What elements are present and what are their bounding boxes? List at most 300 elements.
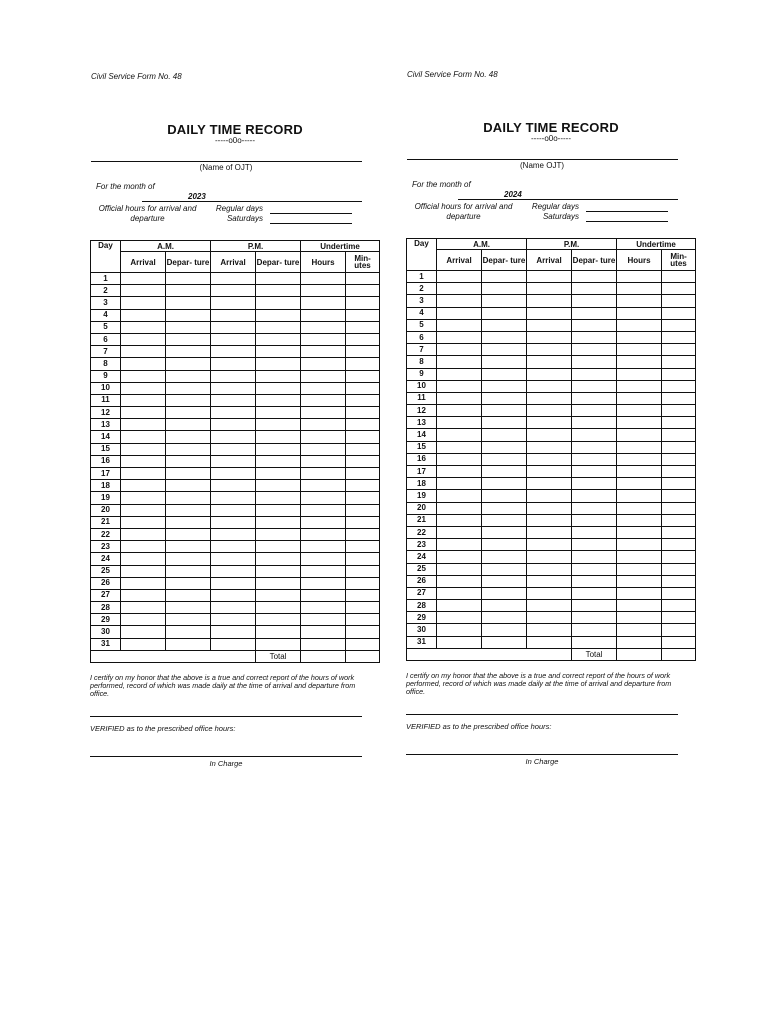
pm-departure-cell[interactable] bbox=[572, 539, 617, 551]
undertime-minutes-cell[interactable] bbox=[346, 528, 380, 540]
am-arrival-cell[interactable] bbox=[437, 490, 482, 502]
undertime-hours-cell[interactable] bbox=[301, 285, 346, 297]
am-departure-cell[interactable] bbox=[482, 295, 527, 307]
undertime-hours-cell[interactable] bbox=[301, 541, 346, 553]
am-arrival-cell[interactable] bbox=[437, 429, 482, 441]
pm-departure-cell[interactable] bbox=[572, 478, 617, 490]
am-arrival-cell[interactable] bbox=[437, 356, 482, 368]
am-arrival-cell[interactable] bbox=[437, 526, 482, 538]
undertime-hours-cell[interactable] bbox=[301, 358, 346, 370]
am-arrival-cell[interactable] bbox=[437, 307, 482, 319]
undertime-hours-cell[interactable] bbox=[301, 577, 346, 589]
am-departure-cell[interactable] bbox=[166, 370, 211, 382]
undertime-minutes-cell[interactable] bbox=[346, 297, 380, 309]
pm-departure-cell[interactable] bbox=[256, 577, 301, 589]
am-departure-cell[interactable] bbox=[482, 539, 527, 551]
pm-departure-cell[interactable] bbox=[572, 502, 617, 514]
pm-departure-cell[interactable] bbox=[572, 624, 617, 636]
undertime-minutes-cell[interactable] bbox=[346, 443, 380, 455]
am-arrival-cell[interactable] bbox=[121, 480, 166, 492]
undertime-hours-cell[interactable] bbox=[617, 380, 662, 392]
month-field[interactable] bbox=[142, 191, 362, 202]
undertime-minutes-cell[interactable] bbox=[346, 468, 380, 480]
undertime-hours-cell[interactable] bbox=[617, 307, 662, 319]
pm-departure-cell[interactable] bbox=[256, 346, 301, 358]
undertime-minutes-cell[interactable] bbox=[346, 565, 380, 577]
undertime-minutes-cell[interactable] bbox=[662, 502, 696, 514]
am-departure-cell[interactable] bbox=[166, 297, 211, 309]
pm-departure-cell[interactable] bbox=[572, 417, 617, 429]
pm-departure-cell[interactable] bbox=[572, 526, 617, 538]
regular-days-field[interactable] bbox=[586, 203, 668, 212]
undertime-minutes-cell[interactable] bbox=[346, 602, 380, 614]
am-departure-cell[interactable] bbox=[166, 516, 211, 528]
am-departure-cell[interactable] bbox=[166, 468, 211, 480]
pm-arrival-cell[interactable] bbox=[211, 333, 256, 345]
pm-arrival-cell[interactable] bbox=[211, 516, 256, 528]
am-arrival-cell[interactable] bbox=[121, 455, 166, 467]
pm-arrival-cell[interactable] bbox=[527, 417, 572, 429]
undertime-minutes-cell[interactable] bbox=[346, 577, 380, 589]
am-arrival-cell[interactable] bbox=[121, 492, 166, 504]
pm-arrival-cell[interactable] bbox=[527, 490, 572, 502]
undertime-hours-cell[interactable] bbox=[617, 271, 662, 283]
am-arrival-cell[interactable] bbox=[121, 382, 166, 394]
am-arrival-cell[interactable] bbox=[121, 577, 166, 589]
am-departure-cell[interactable] bbox=[166, 394, 211, 406]
pm-departure-cell[interactable] bbox=[572, 612, 617, 624]
am-departure-cell[interactable] bbox=[482, 526, 527, 538]
pm-arrival-cell[interactable] bbox=[527, 502, 572, 514]
pm-arrival-cell[interactable] bbox=[211, 541, 256, 553]
undertime-minutes-cell[interactable] bbox=[662, 575, 696, 587]
pm-departure-cell[interactable] bbox=[256, 431, 301, 443]
undertime-hours-cell[interactable] bbox=[617, 612, 662, 624]
pm-arrival-cell[interactable] bbox=[211, 577, 256, 589]
undertime-hours-cell[interactable] bbox=[617, 490, 662, 502]
undertime-minutes-cell[interactable] bbox=[662, 587, 696, 599]
am-departure-cell[interactable] bbox=[482, 490, 527, 502]
undertime-hours-cell[interactable] bbox=[617, 575, 662, 587]
undertime-hours-cell[interactable] bbox=[301, 382, 346, 394]
am-arrival-cell[interactable] bbox=[121, 614, 166, 626]
am-departure-cell[interactable] bbox=[482, 600, 527, 612]
am-departure-cell[interactable] bbox=[482, 356, 527, 368]
am-departure-cell[interactable] bbox=[166, 528, 211, 540]
am-arrival-cell[interactable] bbox=[437, 441, 482, 453]
pm-arrival-cell[interactable] bbox=[211, 492, 256, 504]
undertime-minutes-cell[interactable] bbox=[662, 466, 696, 478]
undertime-minutes-cell[interactable] bbox=[662, 600, 696, 612]
undertime-minutes-cell[interactable] bbox=[662, 551, 696, 563]
pm-departure-cell[interactable] bbox=[256, 407, 301, 419]
am-arrival-cell[interactable] bbox=[437, 295, 482, 307]
pm-departure-cell[interactable] bbox=[572, 295, 617, 307]
am-arrival-cell[interactable] bbox=[437, 344, 482, 356]
undertime-minutes-cell[interactable] bbox=[346, 516, 380, 528]
pm-departure-cell[interactable] bbox=[256, 565, 301, 577]
pm-arrival-cell[interactable] bbox=[527, 575, 572, 587]
am-arrival-cell[interactable] bbox=[121, 333, 166, 345]
am-arrival-cell[interactable] bbox=[121, 602, 166, 614]
undertime-hours-cell[interactable] bbox=[617, 405, 662, 417]
pm-arrival-cell[interactable] bbox=[527, 380, 572, 392]
pm-arrival-cell[interactable] bbox=[211, 553, 256, 565]
undertime-hours-cell[interactable] bbox=[617, 587, 662, 599]
pm-arrival-cell[interactable] bbox=[527, 612, 572, 624]
am-arrival-cell[interactable] bbox=[437, 575, 482, 587]
am-departure-cell[interactable] bbox=[482, 551, 527, 563]
am-departure-cell[interactable] bbox=[166, 443, 211, 455]
undertime-minutes-cell[interactable] bbox=[346, 321, 380, 333]
pm-arrival-cell[interactable] bbox=[211, 589, 256, 601]
am-departure-cell[interactable] bbox=[166, 333, 211, 345]
undertime-hours-cell[interactable] bbox=[301, 492, 346, 504]
undertime-hours-cell[interactable] bbox=[301, 638, 346, 650]
am-departure-cell[interactable] bbox=[166, 480, 211, 492]
undertime-hours-cell[interactable] bbox=[301, 602, 346, 614]
undertime-minutes-cell[interactable] bbox=[346, 431, 380, 443]
am-departure-cell[interactable] bbox=[166, 273, 211, 285]
pm-arrival-cell[interactable] bbox=[211, 626, 256, 638]
undertime-hours-cell[interactable] bbox=[301, 589, 346, 601]
undertime-minutes-cell[interactable] bbox=[346, 638, 380, 650]
in-charge-signature-line[interactable] bbox=[90, 755, 362, 757]
am-arrival-cell[interactable] bbox=[437, 514, 482, 526]
pm-departure-cell[interactable] bbox=[256, 468, 301, 480]
am-arrival-cell[interactable] bbox=[437, 600, 482, 612]
am-arrival-cell[interactable] bbox=[437, 417, 482, 429]
pm-arrival-cell[interactable] bbox=[211, 480, 256, 492]
am-arrival-cell[interactable] bbox=[437, 319, 482, 331]
undertime-hours-cell[interactable] bbox=[301, 431, 346, 443]
am-departure-cell[interactable] bbox=[166, 455, 211, 467]
pm-arrival-cell[interactable] bbox=[527, 453, 572, 465]
undertime-hours-cell[interactable] bbox=[617, 514, 662, 526]
total-minutes-cell[interactable] bbox=[346, 650, 380, 662]
am-departure-cell[interactable] bbox=[482, 405, 527, 417]
am-departure-cell[interactable] bbox=[166, 309, 211, 321]
saturdays-field[interactable] bbox=[586, 213, 668, 222]
undertime-hours-cell[interactable] bbox=[617, 283, 662, 295]
undertime-hours-cell[interactable] bbox=[301, 565, 346, 577]
am-departure-cell[interactable] bbox=[482, 380, 527, 392]
pm-arrival-cell[interactable] bbox=[211, 382, 256, 394]
undertime-hours-cell[interactable] bbox=[617, 295, 662, 307]
am-arrival-cell[interactable] bbox=[121, 321, 166, 333]
pm-arrival-cell[interactable] bbox=[211, 419, 256, 431]
pm-departure-cell[interactable] bbox=[256, 443, 301, 455]
pm-departure-cell[interactable] bbox=[256, 528, 301, 540]
undertime-minutes-cell[interactable] bbox=[662, 478, 696, 490]
am-departure-cell[interactable] bbox=[482, 563, 527, 575]
pm-arrival-cell[interactable] bbox=[211, 565, 256, 577]
am-departure-cell[interactable] bbox=[166, 382, 211, 394]
am-arrival-cell[interactable] bbox=[437, 380, 482, 392]
pm-departure-cell[interactable] bbox=[572, 380, 617, 392]
undertime-hours-cell[interactable] bbox=[617, 526, 662, 538]
pm-departure-cell[interactable] bbox=[572, 453, 617, 465]
pm-arrival-cell[interactable] bbox=[527, 600, 572, 612]
am-arrival-cell[interactable] bbox=[121, 309, 166, 321]
pm-departure-cell[interactable] bbox=[572, 319, 617, 331]
am-departure-cell[interactable] bbox=[482, 392, 527, 404]
undertime-minutes-cell[interactable] bbox=[662, 514, 696, 526]
undertime-hours-cell[interactable] bbox=[617, 551, 662, 563]
undertime-hours-cell[interactable] bbox=[301, 626, 346, 638]
undertime-hours-cell[interactable] bbox=[617, 539, 662, 551]
pm-departure-cell[interactable] bbox=[256, 309, 301, 321]
undertime-hours-cell[interactable] bbox=[617, 319, 662, 331]
undertime-hours-cell[interactable] bbox=[301, 370, 346, 382]
pm-arrival-cell[interactable] bbox=[211, 528, 256, 540]
pm-arrival-cell[interactable] bbox=[527, 563, 572, 575]
undertime-minutes-cell[interactable] bbox=[662, 344, 696, 356]
pm-departure-cell[interactable] bbox=[256, 492, 301, 504]
am-arrival-cell[interactable] bbox=[437, 453, 482, 465]
am-departure-cell[interactable] bbox=[482, 429, 527, 441]
undertime-hours-cell[interactable] bbox=[617, 356, 662, 368]
am-departure-cell[interactable] bbox=[482, 307, 527, 319]
am-arrival-cell[interactable] bbox=[121, 419, 166, 431]
undertime-minutes-cell[interactable] bbox=[346, 553, 380, 565]
am-departure-cell[interactable] bbox=[482, 466, 527, 478]
pm-departure-cell[interactable] bbox=[256, 602, 301, 614]
am-departure-cell[interactable] bbox=[166, 285, 211, 297]
am-departure-cell[interactable] bbox=[166, 589, 211, 601]
pm-departure-cell[interactable] bbox=[572, 307, 617, 319]
am-departure-cell[interactable] bbox=[166, 614, 211, 626]
undertime-minutes-cell[interactable] bbox=[662, 429, 696, 441]
am-arrival-cell[interactable] bbox=[437, 392, 482, 404]
pm-arrival-cell[interactable] bbox=[527, 466, 572, 478]
am-arrival-cell[interactable] bbox=[437, 612, 482, 624]
am-arrival-cell[interactable] bbox=[437, 636, 482, 648]
am-arrival-cell[interactable] bbox=[121, 553, 166, 565]
am-arrival-cell[interactable] bbox=[121, 443, 166, 455]
am-departure-cell[interactable] bbox=[166, 577, 211, 589]
pm-arrival-cell[interactable] bbox=[527, 405, 572, 417]
undertime-minutes-cell[interactable] bbox=[346, 285, 380, 297]
am-departure-cell[interactable] bbox=[482, 319, 527, 331]
am-departure-cell[interactable] bbox=[482, 331, 527, 343]
am-departure-cell[interactable] bbox=[482, 624, 527, 636]
pm-departure-cell[interactable] bbox=[572, 356, 617, 368]
undertime-hours-cell[interactable] bbox=[617, 392, 662, 404]
pm-arrival-cell[interactable] bbox=[527, 295, 572, 307]
undertime-hours-cell[interactable] bbox=[301, 455, 346, 467]
am-departure-cell[interactable] bbox=[482, 502, 527, 514]
undertime-hours-cell[interactable] bbox=[617, 344, 662, 356]
undertime-minutes-cell[interactable] bbox=[662, 307, 696, 319]
pm-departure-cell[interactable] bbox=[256, 370, 301, 382]
pm-arrival-cell[interactable] bbox=[211, 602, 256, 614]
undertime-hours-cell[interactable] bbox=[617, 429, 662, 441]
pm-arrival-cell[interactable] bbox=[211, 273, 256, 285]
undertime-minutes-cell[interactable] bbox=[346, 589, 380, 601]
am-departure-cell[interactable] bbox=[482, 587, 527, 599]
undertime-minutes-cell[interactable] bbox=[346, 394, 380, 406]
undertime-minutes-cell[interactable] bbox=[346, 419, 380, 431]
pm-departure-cell[interactable] bbox=[256, 333, 301, 345]
pm-arrival-cell[interactable] bbox=[527, 271, 572, 283]
am-arrival-cell[interactable] bbox=[437, 563, 482, 575]
pm-arrival-cell[interactable] bbox=[527, 392, 572, 404]
undertime-hours-cell[interactable] bbox=[301, 504, 346, 516]
pm-departure-cell[interactable] bbox=[572, 368, 617, 380]
am-departure-cell[interactable] bbox=[166, 638, 211, 650]
undertime-minutes-cell[interactable] bbox=[662, 331, 696, 343]
name-field[interactable] bbox=[407, 144, 678, 160]
pm-departure-cell[interactable] bbox=[572, 600, 617, 612]
undertime-minutes-cell[interactable] bbox=[662, 283, 696, 295]
undertime-minutes-cell[interactable] bbox=[346, 370, 380, 382]
am-departure-cell[interactable] bbox=[166, 321, 211, 333]
am-departure-cell[interactable] bbox=[166, 431, 211, 443]
am-arrival-cell[interactable] bbox=[121, 626, 166, 638]
undertime-minutes-cell[interactable] bbox=[346, 541, 380, 553]
am-departure-cell[interactable] bbox=[482, 344, 527, 356]
am-departure-cell[interactable] bbox=[166, 492, 211, 504]
am-arrival-cell[interactable] bbox=[121, 468, 166, 480]
undertime-minutes-cell[interactable] bbox=[346, 407, 380, 419]
pm-departure-cell[interactable] bbox=[256, 273, 301, 285]
undertime-hours-cell[interactable] bbox=[301, 443, 346, 455]
am-arrival-cell[interactable] bbox=[121, 528, 166, 540]
am-arrival-cell[interactable] bbox=[437, 624, 482, 636]
undertime-minutes-cell[interactable] bbox=[346, 333, 380, 345]
undertime-hours-cell[interactable] bbox=[301, 468, 346, 480]
undertime-minutes-cell[interactable] bbox=[346, 273, 380, 285]
pm-departure-cell[interactable] bbox=[256, 626, 301, 638]
undertime-hours-cell[interactable] bbox=[301, 419, 346, 431]
am-arrival-cell[interactable] bbox=[437, 539, 482, 551]
undertime-minutes-cell[interactable] bbox=[662, 368, 696, 380]
pm-departure-cell[interactable] bbox=[572, 466, 617, 478]
am-arrival-cell[interactable] bbox=[121, 394, 166, 406]
am-arrival-cell[interactable] bbox=[121, 407, 166, 419]
undertime-hours-cell[interactable] bbox=[617, 600, 662, 612]
am-arrival-cell[interactable] bbox=[121, 358, 166, 370]
pm-arrival-cell[interactable] bbox=[527, 283, 572, 295]
undertime-minutes-cell[interactable] bbox=[662, 539, 696, 551]
undertime-hours-cell[interactable] bbox=[617, 453, 662, 465]
undertime-minutes-cell[interactable] bbox=[662, 295, 696, 307]
total-hours-cell[interactable] bbox=[617, 648, 662, 660]
undertime-hours-cell[interactable] bbox=[301, 321, 346, 333]
am-departure-cell[interactable] bbox=[482, 417, 527, 429]
undertime-hours-cell[interactable] bbox=[617, 502, 662, 514]
undertime-hours-cell[interactable] bbox=[617, 636, 662, 648]
pm-departure-cell[interactable] bbox=[572, 429, 617, 441]
am-arrival-cell[interactable] bbox=[437, 551, 482, 563]
undertime-hours-cell[interactable] bbox=[617, 624, 662, 636]
pm-arrival-cell[interactable] bbox=[211, 358, 256, 370]
pm-departure-cell[interactable] bbox=[256, 638, 301, 650]
undertime-minutes-cell[interactable] bbox=[662, 271, 696, 283]
pm-arrival-cell[interactable] bbox=[211, 394, 256, 406]
am-departure-cell[interactable] bbox=[482, 271, 527, 283]
undertime-hours-cell[interactable] bbox=[301, 407, 346, 419]
pm-departure-cell[interactable] bbox=[256, 382, 301, 394]
undertime-hours-cell[interactable] bbox=[301, 614, 346, 626]
pm-departure-cell[interactable] bbox=[256, 297, 301, 309]
pm-departure-cell[interactable] bbox=[572, 331, 617, 343]
pm-arrival-cell[interactable] bbox=[211, 285, 256, 297]
pm-arrival-cell[interactable] bbox=[527, 478, 572, 490]
employee-signature-line[interactable] bbox=[90, 715, 362, 717]
am-departure-cell[interactable] bbox=[166, 565, 211, 577]
am-arrival-cell[interactable] bbox=[121, 370, 166, 382]
undertime-minutes-cell[interactable] bbox=[662, 392, 696, 404]
pm-departure-cell[interactable] bbox=[256, 516, 301, 528]
am-departure-cell[interactable] bbox=[482, 636, 527, 648]
undertime-minutes-cell[interactable] bbox=[662, 563, 696, 575]
pm-arrival-cell[interactable] bbox=[527, 356, 572, 368]
undertime-hours-cell[interactable] bbox=[617, 368, 662, 380]
pm-arrival-cell[interactable] bbox=[527, 307, 572, 319]
undertime-minutes-cell[interactable] bbox=[346, 492, 380, 504]
pm-departure-cell[interactable] bbox=[572, 563, 617, 575]
am-departure-cell[interactable] bbox=[166, 541, 211, 553]
pm-arrival-cell[interactable] bbox=[527, 636, 572, 648]
undertime-minutes-cell[interactable] bbox=[346, 614, 380, 626]
am-departure-cell[interactable] bbox=[482, 283, 527, 295]
undertime-minutes-cell[interactable] bbox=[662, 453, 696, 465]
undertime-hours-cell[interactable] bbox=[301, 553, 346, 565]
pm-arrival-cell[interactable] bbox=[211, 297, 256, 309]
undertime-minutes-cell[interactable] bbox=[662, 526, 696, 538]
am-arrival-cell[interactable] bbox=[437, 587, 482, 599]
am-arrival-cell[interactable] bbox=[121, 297, 166, 309]
undertime-minutes-cell[interactable] bbox=[662, 356, 696, 368]
am-arrival-cell[interactable] bbox=[121, 589, 166, 601]
pm-departure-cell[interactable] bbox=[256, 321, 301, 333]
undertime-hours-cell[interactable] bbox=[301, 394, 346, 406]
pm-departure-cell[interactable] bbox=[256, 553, 301, 565]
pm-arrival-cell[interactable] bbox=[211, 370, 256, 382]
pm-arrival-cell[interactable] bbox=[211, 407, 256, 419]
undertime-hours-cell[interactable] bbox=[301, 333, 346, 345]
undertime-hours-cell[interactable] bbox=[617, 478, 662, 490]
am-arrival-cell[interactable] bbox=[121, 565, 166, 577]
undertime-minutes-cell[interactable] bbox=[346, 455, 380, 467]
pm-arrival-cell[interactable] bbox=[527, 587, 572, 599]
am-departure-cell[interactable] bbox=[482, 612, 527, 624]
pm-departure-cell[interactable] bbox=[256, 358, 301, 370]
pm-arrival-cell[interactable] bbox=[527, 526, 572, 538]
am-arrival-cell[interactable] bbox=[121, 285, 166, 297]
undertime-hours-cell[interactable] bbox=[301, 516, 346, 528]
am-departure-cell[interactable] bbox=[166, 346, 211, 358]
undertime-hours-cell[interactable] bbox=[301, 273, 346, 285]
saturdays-field[interactable] bbox=[270, 215, 352, 224]
pm-arrival-cell[interactable] bbox=[527, 344, 572, 356]
pm-arrival-cell[interactable] bbox=[527, 331, 572, 343]
am-arrival-cell[interactable] bbox=[121, 516, 166, 528]
undertime-minutes-cell[interactable] bbox=[346, 626, 380, 638]
am-arrival-cell[interactable] bbox=[437, 478, 482, 490]
am-arrival-cell[interactable] bbox=[437, 271, 482, 283]
pm-departure-cell[interactable] bbox=[572, 575, 617, 587]
pm-arrival-cell[interactable] bbox=[211, 504, 256, 516]
am-departure-cell[interactable] bbox=[166, 407, 211, 419]
am-departure-cell[interactable] bbox=[166, 626, 211, 638]
pm-arrival-cell[interactable] bbox=[211, 468, 256, 480]
am-departure-cell[interactable] bbox=[166, 358, 211, 370]
pm-arrival-cell[interactable] bbox=[527, 539, 572, 551]
pm-departure-cell[interactable] bbox=[572, 514, 617, 526]
